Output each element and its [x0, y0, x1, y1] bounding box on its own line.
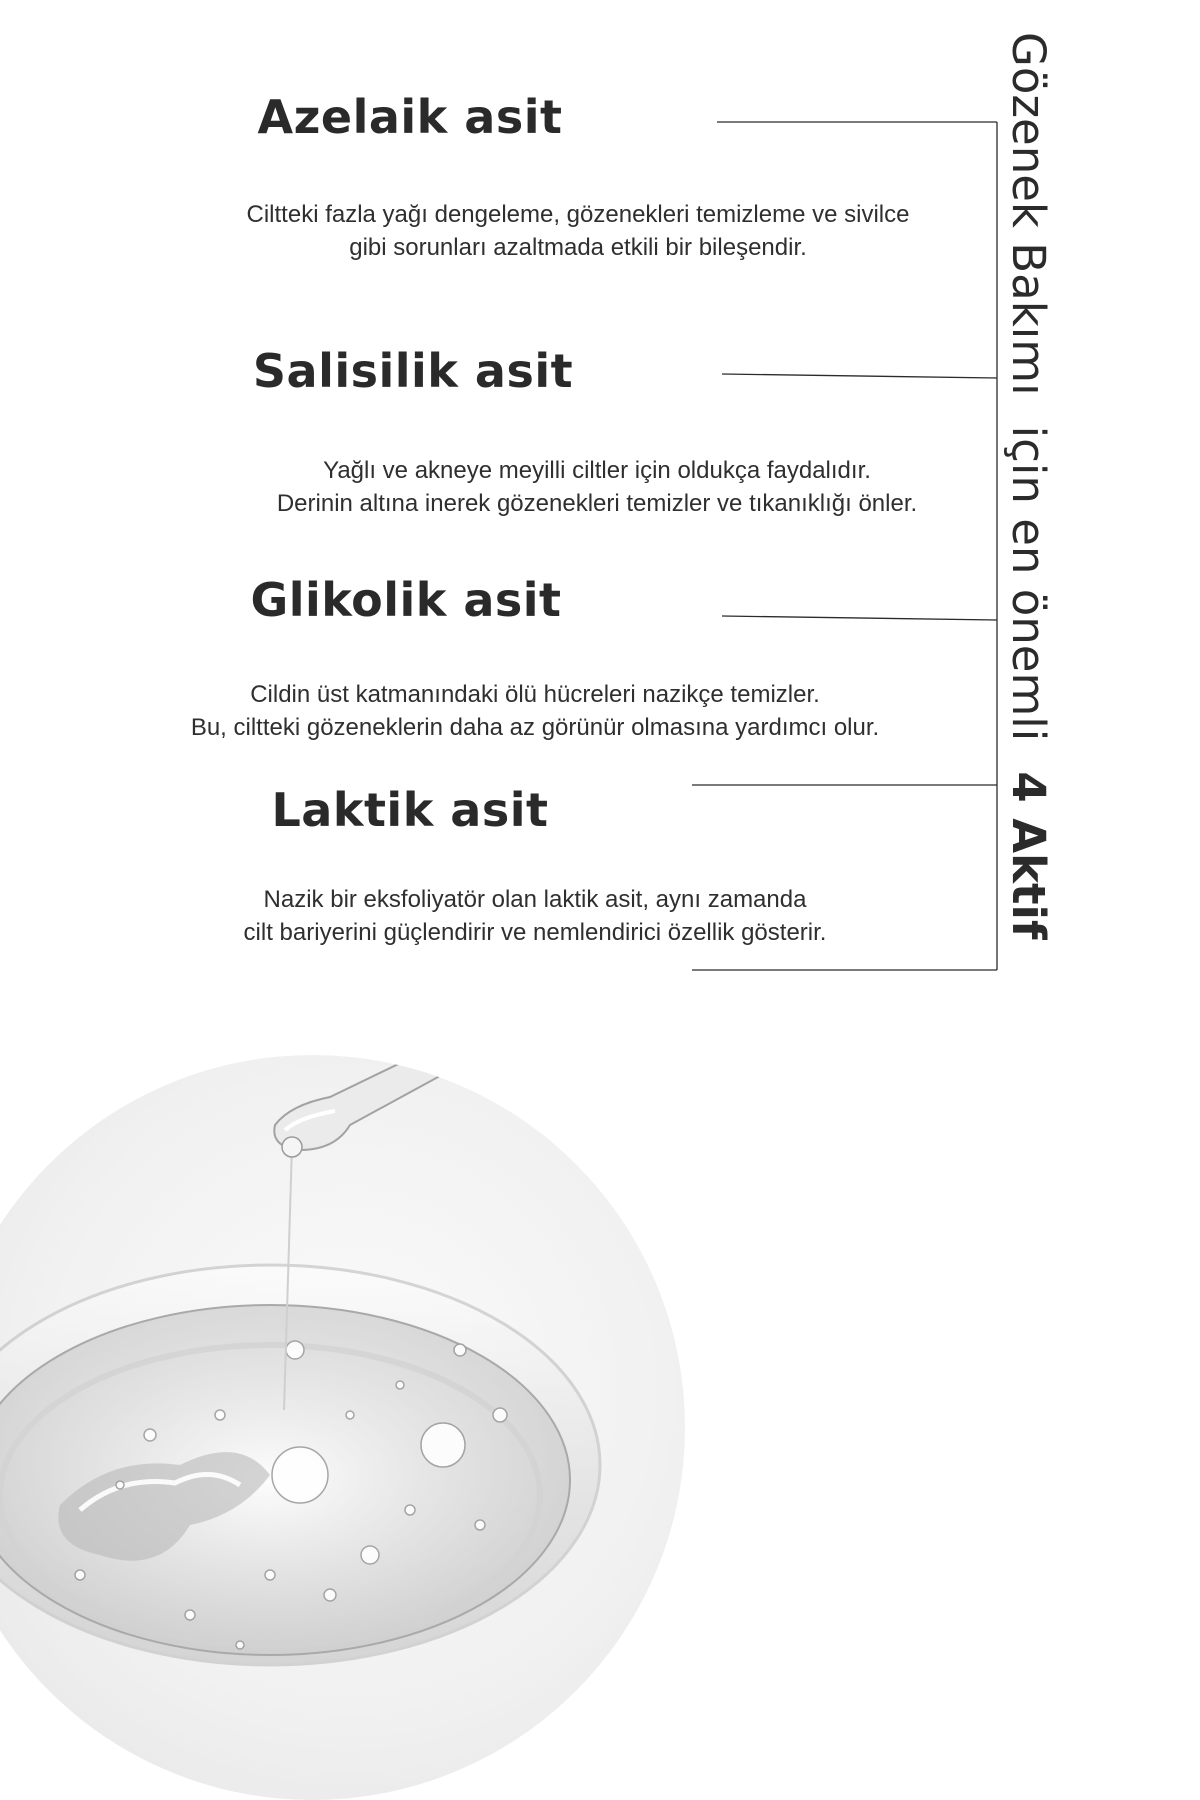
- desc-line: Yağlı ve akneye meyilli ciltler için oldukça faydalıdır.: [323, 457, 871, 484]
- desc-line: Derinin altına inerek gözenekleri temizler ve tıkanıklığı önler.: [276, 490, 918, 517]
- desc-line: Nazik bir eksfoliyatör olan laktik asit, aynı zamanda: [263, 886, 807, 913]
- desc-glikolik-asit: [191, 678, 879, 744]
- connector-salisilik: [722, 374, 997, 378]
- desc-line: Cildin üst katmanındaki ölü hücreleri nazikçe temizler.: [250, 681, 820, 708]
- desc-line: cilt bariyerini güçlendirir ve nemlendirici özellik gösterir.: [243, 919, 827, 946]
- desc-azelaik-asit: [247, 198, 910, 264]
- desc-line: gibi sorunları azaltmada etkili bir bileşendir.: [349, 234, 807, 261]
- side-title-part2: için en önemli: [1002, 425, 1055, 742]
- heading-salisilik-asit: Salisilik asit: [252, 344, 574, 398]
- side-title-part3: 4 Aktif: [1002, 771, 1055, 940]
- desc-line: Bu, ciltteki gözeneklerin daha az görünür olmasına yardımcı olur.: [190, 714, 880, 741]
- petri-dish-illustration: [0, 1055, 685, 1800]
- desc-salisilik-asit: [277, 454, 917, 520]
- serum-petri-dish-image: [0, 1055, 685, 1800]
- heading-glikolik-asit: Glikolik asit: [250, 573, 562, 627]
- side-title: [1002, 32, 1055, 940]
- side-title-part1: Gözenek Bakımı: [1002, 32, 1055, 396]
- connector-glikolik: [722, 616, 997, 620]
- desc-laktik-asit: [244, 883, 827, 949]
- desc-line: Ciltteki fazla yağı dengeleme, gözenekleri temizleme ve sivilce: [246, 201, 910, 228]
- heading-azelaik-asit: Azelaik asit: [257, 90, 563, 144]
- heading-laktik-asit: Laktik asit: [271, 783, 549, 837]
